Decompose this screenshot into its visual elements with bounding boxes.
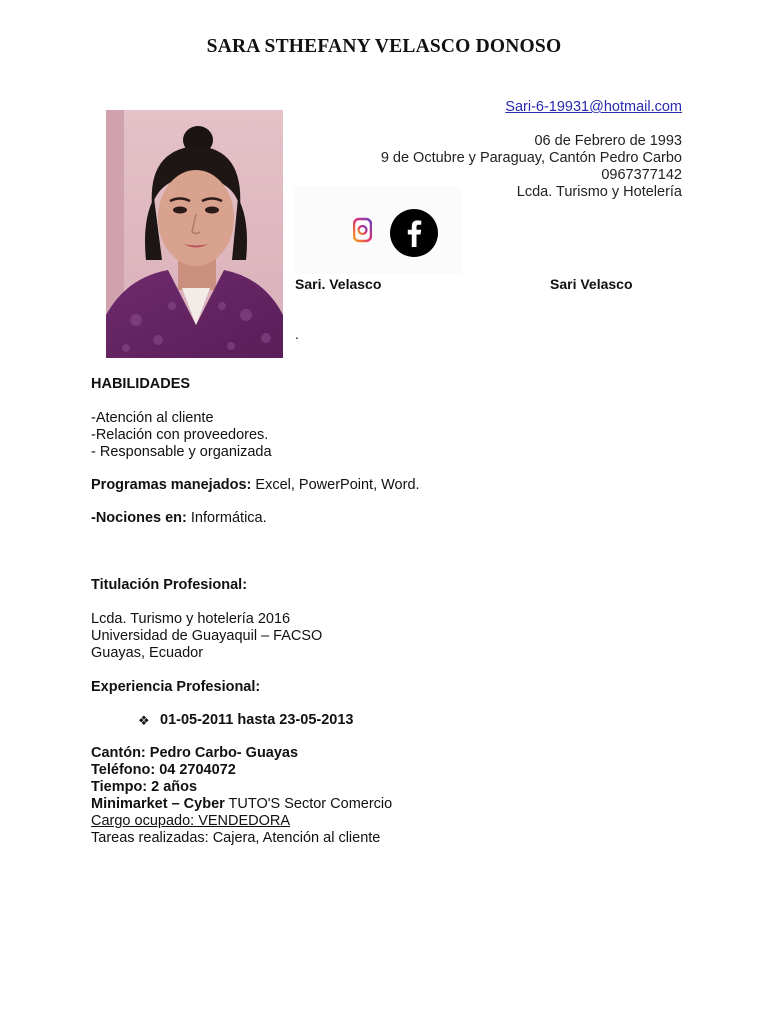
degree: Lcda. Turismo y Hotelería [516, 184, 682, 200]
profile-photo [106, 110, 283, 358]
company-sector: TUTO'S Sector Comercio [224, 796, 393, 812]
experience-period: 01-05-2011 hasta 23-05-2013 [160, 712, 354, 728]
experience-heading: Experiencia Profesional: [91, 679, 261, 695]
skill-item: -Relación con proveedores. [91, 427, 269, 443]
programs-line [91, 477, 420, 494]
education-heading: Titulación Profesional: [91, 577, 248, 593]
address: 9 de Octubre y Paraguay, Cantón Pedro Carbo [380, 150, 682, 166]
instagram-username: Sari. Velasco [295, 276, 382, 292]
notions-line [91, 510, 267, 527]
experience-details [91, 745, 392, 847]
experience-position: Cargo ocupado: VENDEDORA [91, 813, 291, 829]
skills-heading: HABILIDADES [91, 376, 191, 392]
experience-canton: Cantón: Pedro Carbo- Guayas [91, 745, 299, 761]
page-title: SARA STHEFANY VELASCO DONOSO [206, 36, 562, 57]
notions-value: Informática. [186, 510, 267, 526]
phone-number: 0967377142 [601, 167, 682, 183]
experience-company [91, 796, 392, 813]
education-line: Universidad de Guayaquil – FACSO [91, 628, 323, 644]
experience-time: Tiempo: 2 años [91, 779, 198, 795]
separator-dot: . [295, 326, 299, 342]
programs-label: Programas manejados: [91, 477, 252, 493]
email-link[interactable]: Sari-6-19931@hotmail.com [505, 99, 682, 115]
instagram-icon[interactable] [353, 217, 372, 244]
facebook-username: Sari Velasco [550, 276, 633, 292]
skills-list [91, 410, 272, 461]
education-line: Lcda. Turismo y hotelería 2016 [91, 611, 291, 627]
skill-item: -Atención al cliente [91, 410, 214, 426]
notions-label: -Nociones en: [91, 510, 187, 526]
education-line: Guayas, Ecuador [91, 645, 204, 661]
facebook-icon[interactable] [390, 209, 438, 257]
skill-item: - Responsable y organizada [91, 444, 272, 460]
bullet-icon: ❖ [138, 713, 150, 728]
birth-date: 06 de Febrero de 1993 [534, 133, 682, 149]
experience-phone: Teléfono: 04 2704072 [91, 762, 236, 778]
education-details [91, 611, 322, 662]
company-name: Minimarket – Cyber [91, 796, 225, 812]
programs-value: Excel, PowerPoint, Word. [251, 477, 420, 493]
experience-tasks: Tareas realizadas: Cajera, Atención al cliente [91, 830, 381, 846]
